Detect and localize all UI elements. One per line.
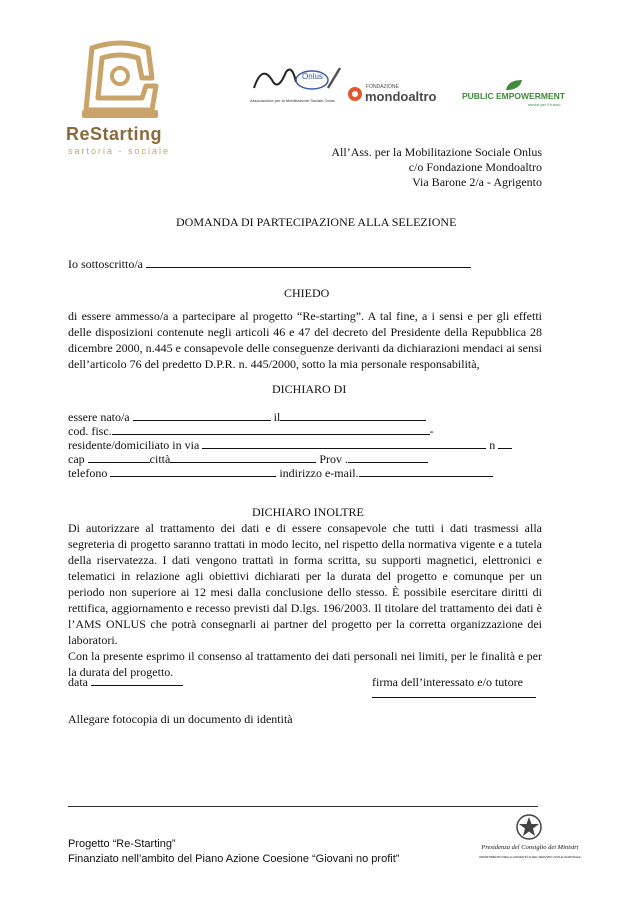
public-empowerment-logo — [462, 78, 584, 108]
date-field[interactable] — [91, 675, 183, 686]
public-empowerment-name: PUBLIC EMPOWERMENT — [462, 91, 565, 101]
signature-field[interactable] — [372, 697, 536, 698]
birthplace-field[interactable] — [133, 410, 271, 421]
document-title: DOMANDA DI PARTECIPAZIONE ALLA SELEZIONE — [176, 215, 457, 229]
cap-row — [68, 452, 428, 467]
mondoaltro-small: FONDAZIONE — [366, 84, 399, 90]
seal-subtitle: DIPARTIMENTO DELLA GIOVENTÙ E DEL SERVIZIO CIVILE NAZIONALE — [479, 855, 581, 859]
residente-row — [68, 438, 512, 453]
address-line-2: c/o Fondazione Mondoaltro — [408, 160, 542, 174]
ams-name: Onlus — [302, 72, 323, 81]
nato-label: essere nato/a — [68, 410, 130, 424]
prov-label: Prov . — [319, 452, 348, 466]
house-number-field[interactable] — [498, 438, 512, 449]
seal-title: Presidenza del Consiglio dei Ministri — [481, 844, 579, 851]
cap-field[interactable] — [88, 452, 150, 463]
leaf-icon — [504, 78, 524, 92]
codfisc-label: cod. fisc. — [68, 424, 112, 438]
n-label: n — [489, 438, 496, 452]
address-line-3: Via Barone 2/a - Agrigento — [412, 175, 542, 189]
telefono-row — [68, 466, 493, 481]
sottoscritto-field[interactable] — [146, 257, 471, 268]
citta-label: città — [149, 452, 171, 466]
restarting-name: ReStarting — [66, 124, 163, 144]
ams-onlus-logo — [250, 62, 342, 108]
footer-divider — [68, 806, 538, 807]
restarting-tagline: sartoria - sociale — [68, 146, 171, 156]
footer-project: Progetto “Re-Starting” — [68, 838, 176, 850]
il-label: il — [273, 410, 281, 424]
phone-field[interactable] — [110, 466, 276, 477]
public-empowerment-tagline: servizi per il futuro — [528, 102, 561, 107]
restarting-logo — [64, 38, 184, 160]
sottoscritto-row — [68, 257, 471, 272]
nato-row — [68, 410, 426, 425]
address-field[interactable] — [202, 438, 486, 449]
telefono-label: telefono — [68, 466, 108, 480]
data-label: data — [68, 675, 88, 689]
email-label: indirizzo e-mail. — [279, 466, 359, 480]
italian-emblem-icon — [514, 812, 544, 842]
inoltre-text-1: Di autorizzare al trattamento dei dati e di essere consapevole che tutti i dati trasmessi alla segreteria di progetto saranno trattati in modo lecito, nel rispetto della normativa vigente e a tutela della riservatezza. I dati vengono trattati in forma scritta, su supporti magnetici, elettronici e telematici in relazione agli obiettivi dichiarati per la durata del progetto e comunque per un periodo non superiore ai 12 mesi dalla conclusione dello stesso. È possibile esercitare diritti di rettifica, aggiornamento e recesso previsti dal D.lgs. 196/2003. Il titolare del trattamento dei dati è l’AMS ONLUS che potrà consegnarli ai partner del progetto per la corretta organizzazione dei laboratori. — [68, 521, 542, 647]
firma-label: firma dell’interessato e/o tutore — [372, 675, 523, 689]
address-line-1: All’Ass. per la Mobilitazione Sociale Onlus — [331, 145, 542, 159]
sottoscritto-label: Io sottoscritto/a — [68, 257, 143, 271]
ams-caption: Associazione per la Mobilitazione Sociale Onlus — [250, 98, 335, 103]
allegare-note: Allegare fotocopia di un documento di identità — [68, 712, 293, 726]
cap-label: cap — [68, 452, 85, 466]
chiedo-text: di essere ammesso/a a partecipare al progetto “Re-starting”. A tal fine, a i sensi e per gli effetti delle disposizioni contenute negli articoli 46 e 47 del decreto del Presidente della Repubblica 28 dicembre 2000, n.445 e consapevole delle conseguenze derivanti da dichiarazioni mendaci ai sensi dell’articolo 76 del predetto D.P.R. n. 445/2000, sotto la mia personale responsabilità, — [68, 309, 542, 371]
birthdate-field[interactable] — [280, 410, 426, 421]
recipient-address — [300, 145, 542, 190]
sewing-machine-icon — [72, 38, 168, 124]
codfisc-row — [68, 424, 434, 439]
government-seal — [474, 812, 586, 864]
chiedo-heading: CHIEDO — [284, 286, 330, 300]
ams-signature-icon — [250, 62, 342, 94]
chiedo-paragraph — [68, 308, 542, 372]
mondoaltro-name: mondoaltro — [365, 89, 437, 104]
inoltre-text-2: Con la presente esprimo il consenso al trattamento dei dati personali nei limiti, per le finalità e per la durata del progetto. — [68, 649, 542, 679]
prov-field[interactable] — [348, 452, 428, 463]
dichiaro-inoltre-heading: DICHIARO INOLTRE — [252, 505, 364, 519]
residente-label: residente/domiciliato in via — [68, 438, 200, 452]
mondoaltro-logo — [347, 82, 455, 106]
city-field[interactable] — [170, 452, 316, 463]
mondoaltro-sun-icon — [347, 86, 363, 102]
codfisc-end: - — [429, 424, 434, 438]
footer-funding: Finanziato nell’ambito del Piano Azione Coesione “Giovani no profit” — [68, 853, 400, 865]
data-row — [68, 675, 183, 690]
dichiaro-heading: DICHIARO DI — [272, 382, 347, 396]
inoltre-paragraph — [68, 520, 542, 680]
codfisc-field[interactable] — [112, 424, 430, 435]
email-field[interactable] — [359, 466, 493, 477]
